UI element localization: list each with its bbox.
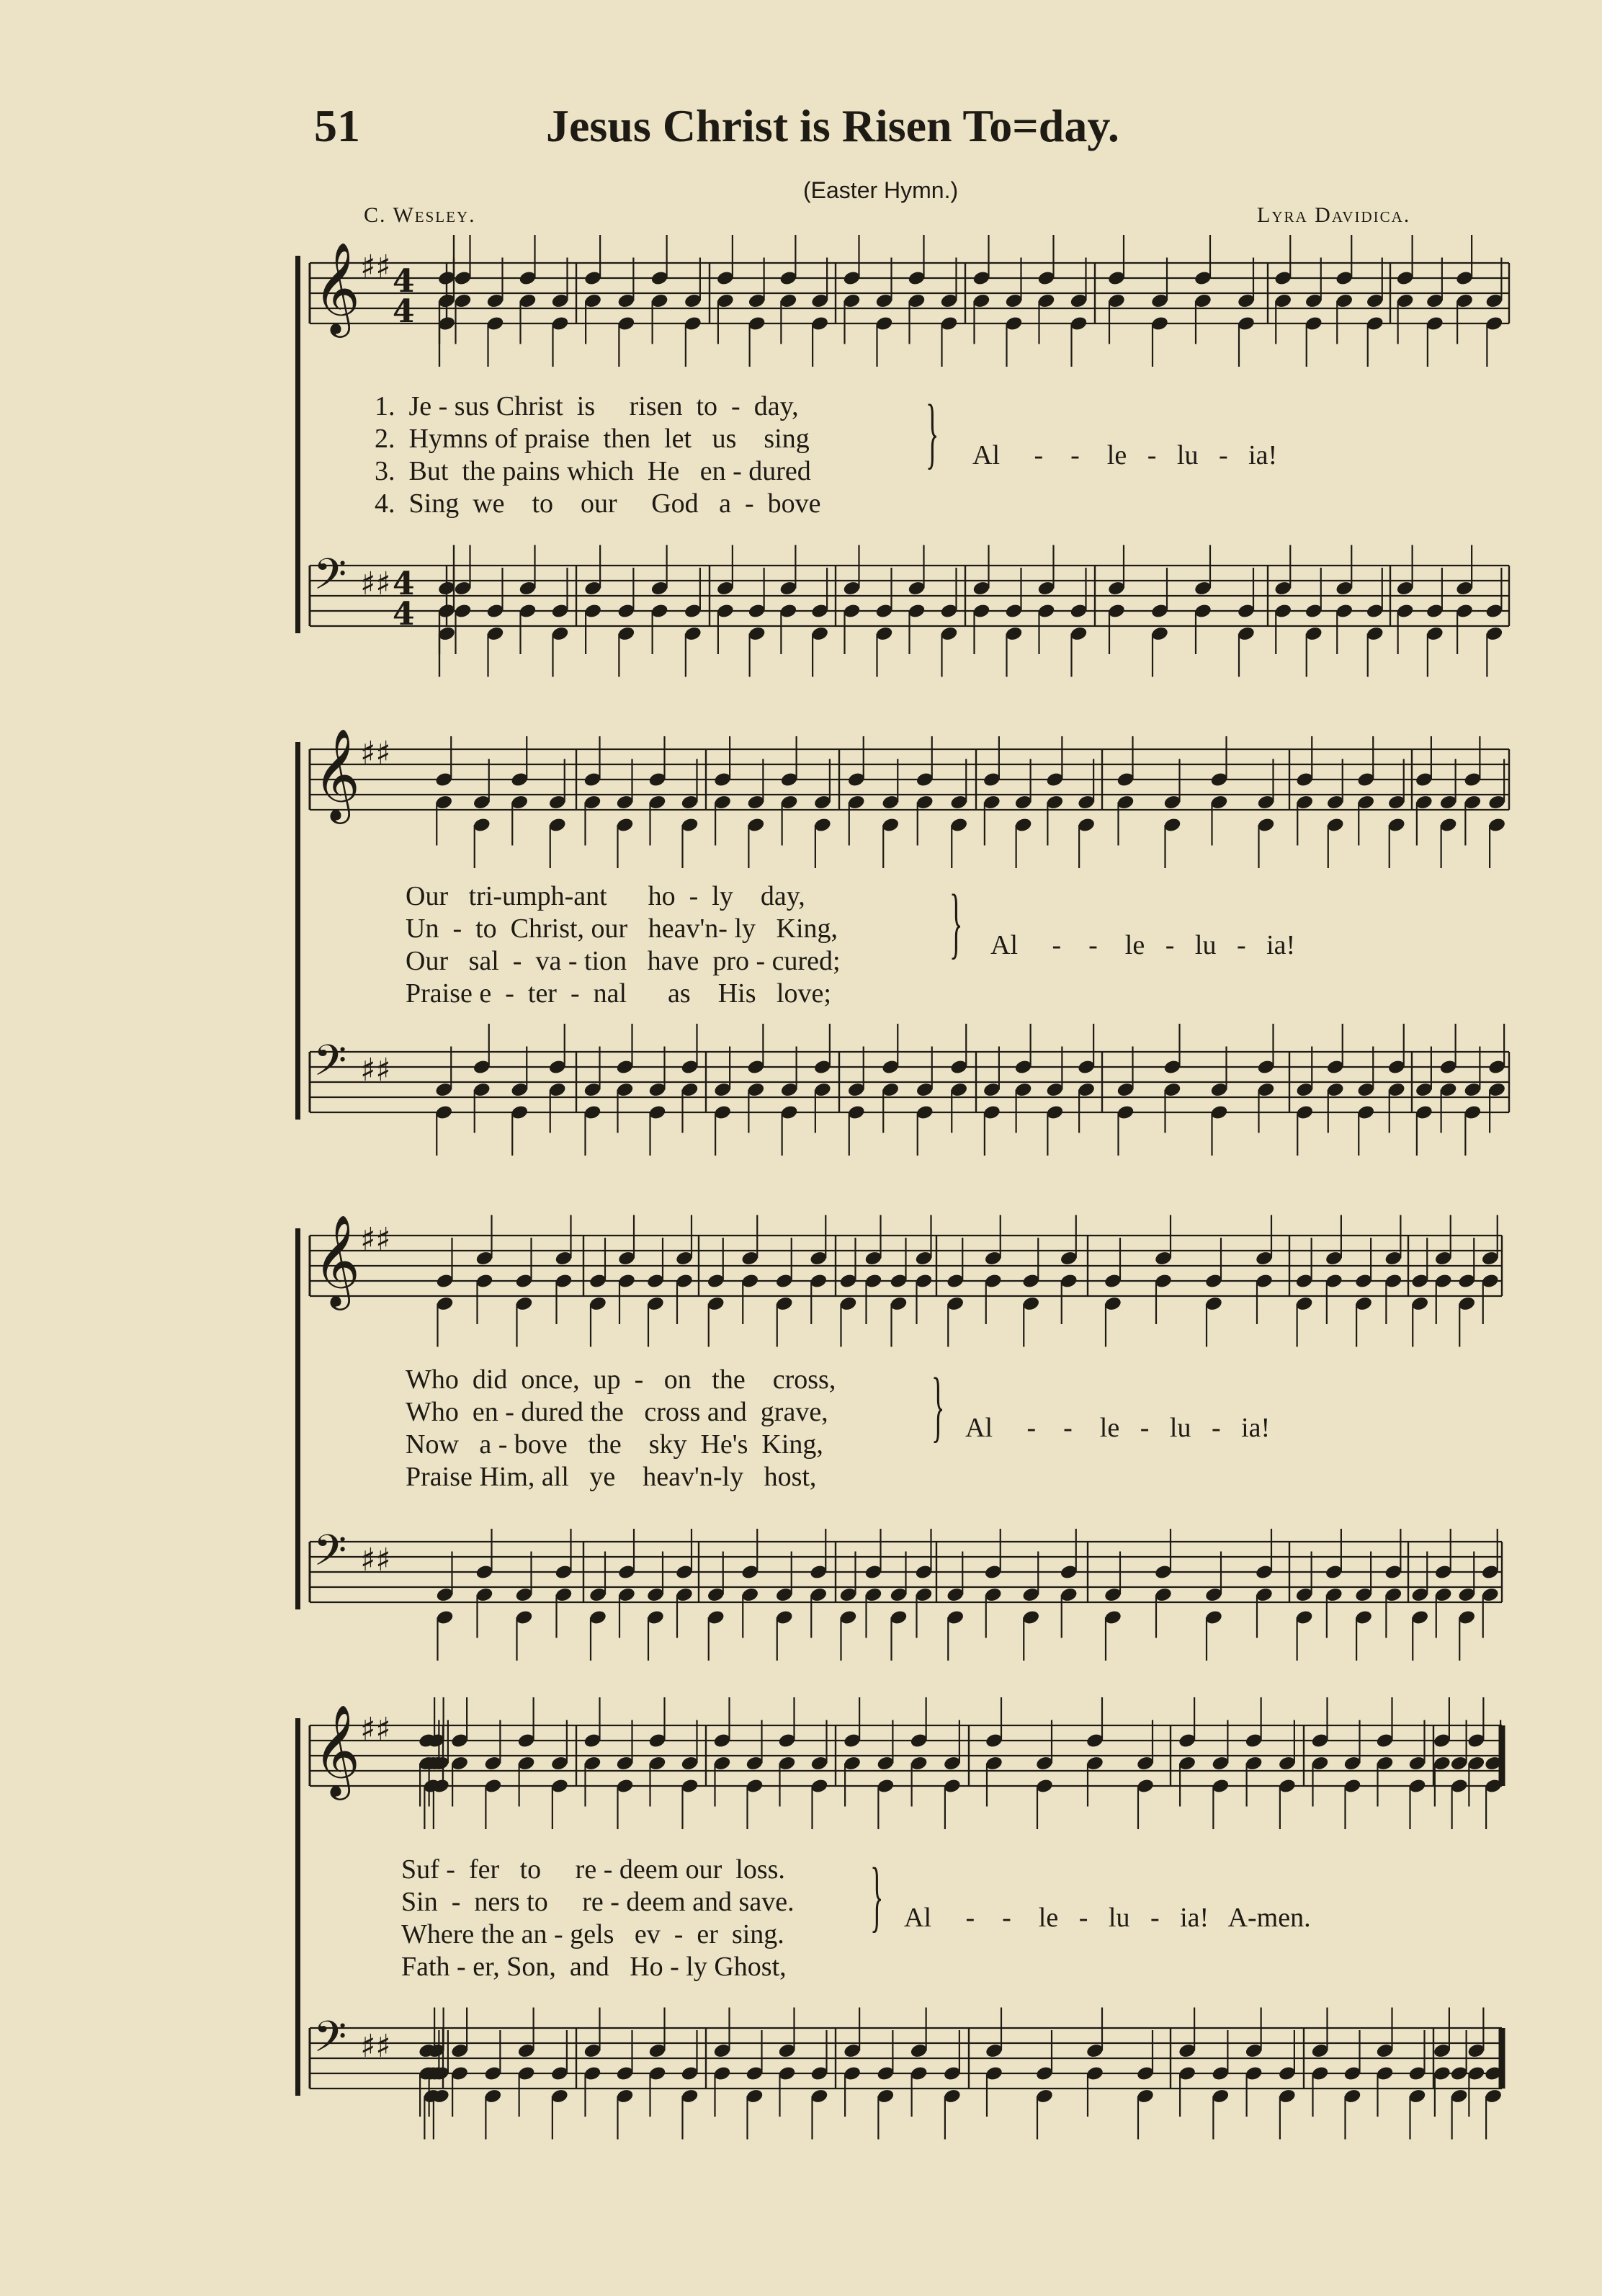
key-signature-icon: ♯♯ xyxy=(360,735,391,772)
key-signature-icon: ♯♯ xyxy=(360,1542,391,1578)
alleluia-refrain: Al - - le - lu - ia! xyxy=(972,440,1278,470)
treble-clef-icon: 𝄞 xyxy=(313,241,361,334)
key-signature-icon: ♯♯ xyxy=(360,249,391,285)
verse-line: Our tri-umph-ant ho - ly day, xyxy=(406,881,805,911)
system-bracket xyxy=(295,1718,300,2096)
system-bracket xyxy=(295,256,300,633)
tune-credit: Lyra Davidica. xyxy=(1257,203,1411,227)
verse-line: 1. Je - sus Christ is risen to - day, xyxy=(375,391,799,421)
verse-line: Suf - fer to re - deem our loss. xyxy=(401,1854,785,1885)
verse-line: Praise Him, all ye heav'n-ly host, xyxy=(406,1462,817,1492)
key-signature-icon: ♯♯ xyxy=(360,1221,391,1258)
verse-line: Our sal - va - tion have pro - cured; xyxy=(406,946,841,976)
treble-clef-icon: 𝄞 xyxy=(313,1704,361,1796)
lyric-brace: } xyxy=(949,878,963,966)
system-bracket xyxy=(295,742,300,1120)
verse-line: Who did once, up - on the cross, xyxy=(406,1364,836,1395)
verse-line: Praise e - ter - nal as His love; xyxy=(406,978,831,1009)
alleluia-refrain: Al - - le - lu - ia! A-men. xyxy=(904,1903,1311,1933)
hymn-number: 51 xyxy=(314,100,360,151)
alleluia-refrain: Al - - le - lu - ia! xyxy=(965,1413,1271,1443)
system-bracket xyxy=(295,1228,300,1609)
treble-clef-icon: 𝄞 xyxy=(313,728,361,820)
bass-clef-icon: 𝄢 xyxy=(313,549,347,609)
lyric-brace: } xyxy=(870,1851,884,1939)
bass-clef-icon: 𝄢 xyxy=(313,1035,347,1096)
key-signature-icon: ♯♯ xyxy=(360,1711,391,1748)
bass-clef-icon: 𝄢 xyxy=(313,1525,347,1586)
verse-line: 4. Sing we to our God a - bove xyxy=(375,488,821,519)
hymn-subtitle: (Easter Hymn.) xyxy=(803,177,959,203)
lyric-brace: } xyxy=(931,1362,945,1449)
time-signature: 4 xyxy=(393,293,415,330)
verse-line: Fath - er, Son, and Ho - ly Ghost, xyxy=(401,1952,787,1982)
verse-line: Who en - dured the cross and grave, xyxy=(406,1397,828,1427)
time-signature: 4 xyxy=(393,263,415,300)
key-signature-icon: ♯♯ xyxy=(360,2028,391,2065)
verse-line: 2. Hymns of praise then let us sing xyxy=(375,424,810,454)
alleluia-refrain: Al - - le - lu - ia! xyxy=(990,930,1296,960)
verse-line: Un - to Christ, our heav'n- ly King, xyxy=(406,914,838,944)
lyric-brace: } xyxy=(926,388,939,476)
verse-line: Now a - bove the sky He's King, xyxy=(406,1429,823,1460)
key-signature-icon: ♯♯ xyxy=(360,566,391,602)
treble-clef-icon: 𝄞 xyxy=(313,1214,361,1306)
time-signature: 4 xyxy=(393,566,415,602)
author-credit: C. Wesley. xyxy=(364,203,476,227)
bass-clef-icon: 𝄢 xyxy=(313,2011,347,2072)
verse-line: Sin - ners to re - deem and save. xyxy=(401,1887,795,1917)
time-signature: 4 xyxy=(393,596,415,633)
hymn-title: Jesus Christ is Risen To=day. xyxy=(546,100,1119,151)
verse-line: Where the an - gels ev - er sing. xyxy=(401,1919,784,1949)
key-signature-icon: ♯♯ xyxy=(360,1052,391,1089)
verse-line: 3. But the pains which He en - dured xyxy=(375,456,811,486)
